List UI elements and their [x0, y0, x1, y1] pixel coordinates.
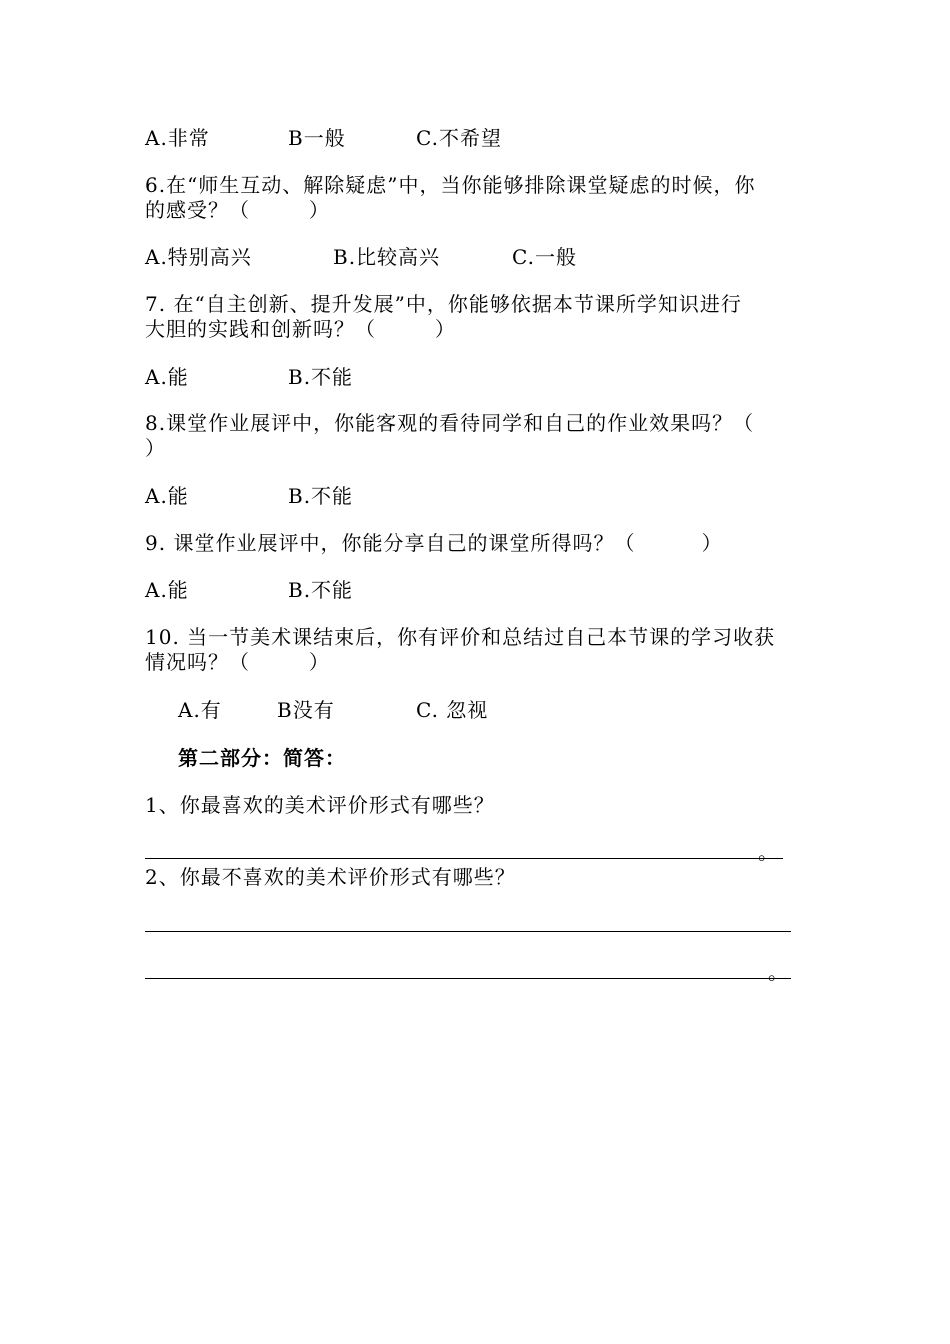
q6-option-b: B.比较高兴 — [333, 245, 441, 269]
q6-option-a: A.特别高兴 — [145, 245, 252, 269]
q7-option-b: B.不能 — [288, 365, 354, 389]
answer-1-period: 。 — [758, 840, 778, 864]
q8-text-line2: ） — [145, 436, 166, 460]
q10-text-line2: 情况吗？（ ） — [145, 650, 330, 674]
answer-line-1[interactable] — [145, 858, 783, 859]
q7-text-line2: 大胆的实践和创新吗？（ ） — [145, 317, 456, 341]
q8-option-a: A.能 — [145, 484, 189, 508]
q8-text-line1: 8.课堂作业展评中，你能客观的看待同学和自己的作业效果吗？（ — [145, 411, 755, 435]
part2-question-1: 1、你最喜欢的美术评价形式有哪些？ — [145, 793, 495, 817]
q7-option-a: A.能 — [145, 365, 189, 389]
q9-text: 9. 课堂作业展评中，你能分享自己的课堂所得吗？（ ） — [145, 531, 723, 555]
q6-text-line1: 6.在“师生互动、解除疑虑”中，当你能够排除课堂疑虑的时候，你 — [145, 173, 756, 197]
q10-option-b: B没有 — [277, 698, 335, 722]
q10-option-c: C. 忽视 — [416, 698, 489, 722]
q9-option-b: B.不能 — [288, 578, 354, 602]
part2-heading: 第二部分：简答： — [178, 746, 346, 770]
q10-option-a: A.有 — [178, 698, 222, 722]
answer-2-period: 。 — [768, 960, 788, 984]
q10-text-line1: 10. 当一节美术课结束后，你有评价和总结过自己本节课的学习收获 — [145, 625, 776, 649]
q5-option-b: B一般 — [288, 126, 346, 150]
part2-question-2: 2、你最不喜欢的美术评价形式有哪些？ — [145, 865, 516, 889]
answer-line-2a[interactable] — [145, 931, 791, 932]
q5-option-c: C.不希望 — [416, 126, 502, 150]
answer-line-2b[interactable] — [145, 978, 791, 979]
q7-text-line1: 7. 在“自主创新、提升发展”中，你能够依据本节课所学知识进行 — [145, 292, 742, 316]
q6-text-line2: 的感受？（ ） — [145, 198, 330, 222]
q6-option-c: C.一般 — [512, 245, 577, 269]
q8-option-b: B.不能 — [288, 484, 354, 508]
q5-option-a: A.非常 — [145, 126, 210, 150]
q9-option-a: A.能 — [145, 578, 189, 602]
